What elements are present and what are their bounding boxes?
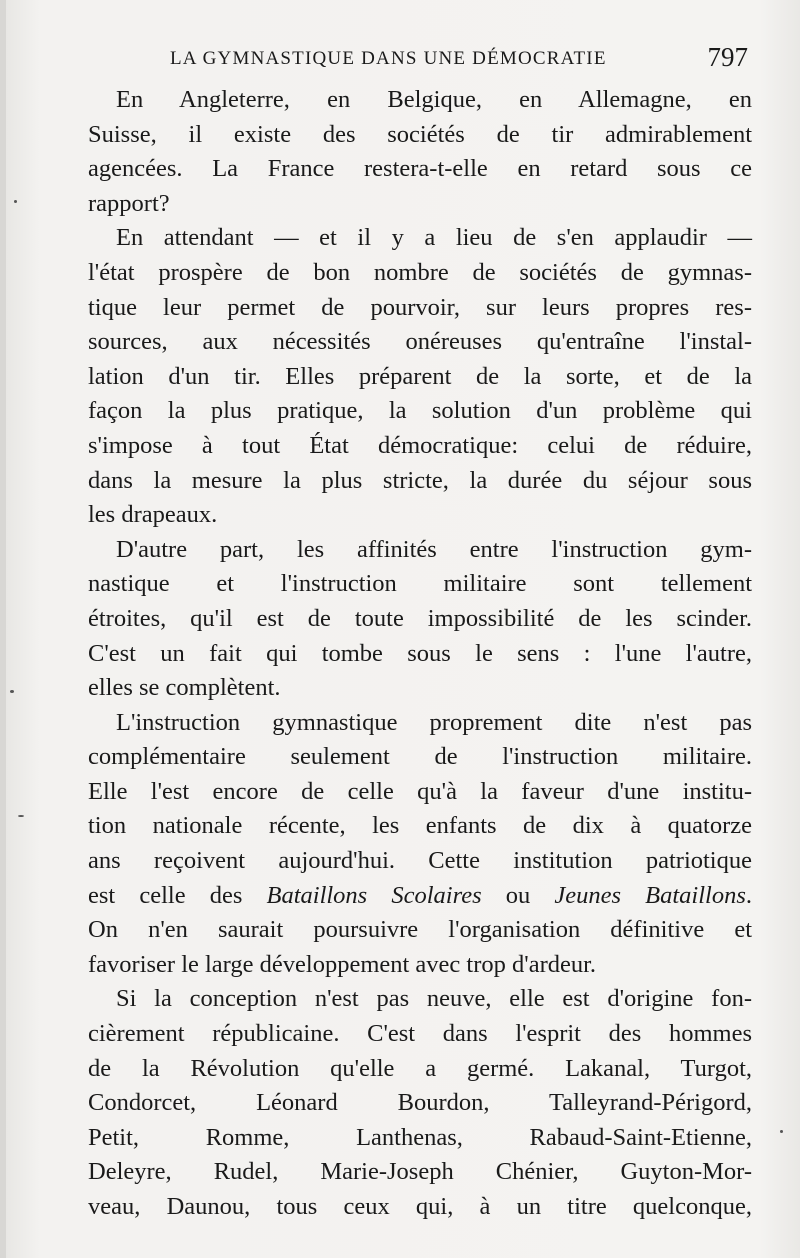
running-title: LA GYMNASTIQUE DANS UNE DÉMOCRATIE bbox=[170, 48, 607, 69]
paper-speck bbox=[14, 200, 17, 203]
paragraph-4 bbox=[88, 706, 752, 983]
text-line: façon la plus pratique, la solution d'un problème qui bbox=[88, 397, 752, 425]
italic-term: Bataillons Scolaires bbox=[266, 881, 482, 909]
text-line: On n'en saurait poursuivre l'organisation définitive et bbox=[88, 916, 752, 944]
text-line: En Angleterre, en Belgique, en Allemagne, en bbox=[116, 86, 752, 113]
text-line: veau, Daunou, tous ceux qui, à un titre quelconque, bbox=[88, 1193, 752, 1220]
page-header bbox=[88, 42, 752, 78]
body-text bbox=[88, 83, 752, 1225]
text-line: L'instruction gymnastique proprement dite n'est pas bbox=[116, 708, 752, 736]
text-line: tion nationale récente, les enfants de dix à quatorze bbox=[88, 812, 752, 840]
paper-speck bbox=[780, 1130, 783, 1133]
text-line: les drapeaux. bbox=[88, 501, 218, 529]
page-number: 797 bbox=[707, 42, 748, 72]
page-binding-edge bbox=[0, 0, 6, 1258]
text-line: s'impose à tout État démocratique: celui de réduire, bbox=[88, 431, 752, 459]
text-line: rapport? bbox=[88, 189, 170, 217]
text-line: agencées. La France restera-t-elle en retard sous ce bbox=[88, 155, 752, 183]
text-line: Suisse, il existe des sociétés de tir admirablement bbox=[88, 120, 752, 148]
text-line: favoriser le large développement avec trop d'ardeur. bbox=[88, 950, 597, 978]
italic-term: Jeunes Bataillons bbox=[554, 881, 746, 909]
text-line: Si la conception n'est pas neuve, elle est d'origine fon- bbox=[116, 985, 752, 1013]
text-line-italic bbox=[88, 879, 752, 914]
text-run: ou bbox=[481, 881, 555, 909]
text-line: Elle l'est encore de celle qu'à la faveur d'une institu- bbox=[88, 777, 752, 805]
text-line: de la Révolution qu'elle a germé. Lakanal, Turgot, bbox=[88, 1054, 752, 1082]
text-line: Condorcet, Léonard Bourdon, Talleyrand-Périgord, bbox=[88, 1089, 752, 1117]
paragraph-1 bbox=[88, 83, 752, 221]
text-line: dans la mesure la plus stricte, la durée du séjour sous bbox=[88, 466, 752, 494]
text-line: cièrement républicaine. C'est dans l'esprit des hommes bbox=[88, 1020, 752, 1048]
text-line: C'est un fait qui tombe sous le sens : l'une l'autre, bbox=[88, 639, 752, 667]
paragraph-5 bbox=[88, 982, 752, 1224]
text-line: complémentaire seulement de l'instruction militaire. bbox=[88, 743, 752, 771]
text-line: Petit, Romme, Lanthenas, Rabaud-Saint-Etienne, bbox=[88, 1123, 752, 1151]
text-line: tique leur permet de pourvoir, sur leurs propres res- bbox=[88, 293, 752, 321]
text-run: . bbox=[745, 881, 752, 909]
text-line: En attendant — et il y a lieu de s'en applaudir — bbox=[116, 224, 752, 252]
text-line: étroites, qu'il est de toute impossibilité de les scinder. bbox=[88, 604, 752, 632]
text-run: est celle des bbox=[88, 881, 267, 909]
text-line: ans reçoivent aujourd'hui. Cette institution patriotique bbox=[88, 847, 752, 875]
text-line: D'autre part, les affinités entre l'instruction gym- bbox=[116, 535, 752, 563]
text-line: lation d'un tir. Elles préparent de la sorte, et de la bbox=[88, 362, 752, 390]
text-line: elles se complètent. bbox=[88, 674, 281, 702]
paragraph-2 bbox=[88, 221, 752, 532]
text-line: l'état prospère de bon nombre de sociétés de gymnas- bbox=[88, 258, 752, 286]
paper-speck bbox=[10, 690, 14, 693]
paper-speck bbox=[18, 815, 24, 817]
text-line: Deleyre, Rudel, Marie-Joseph Chénier, Guyton-Mor- bbox=[88, 1158, 752, 1186]
text-line: nastique et l'instruction militaire sont tellement bbox=[88, 570, 752, 598]
paragraph-3 bbox=[88, 533, 752, 706]
text-line: sources, aux nécessités onéreuses qu'entraîne l'instal- bbox=[88, 328, 752, 356]
